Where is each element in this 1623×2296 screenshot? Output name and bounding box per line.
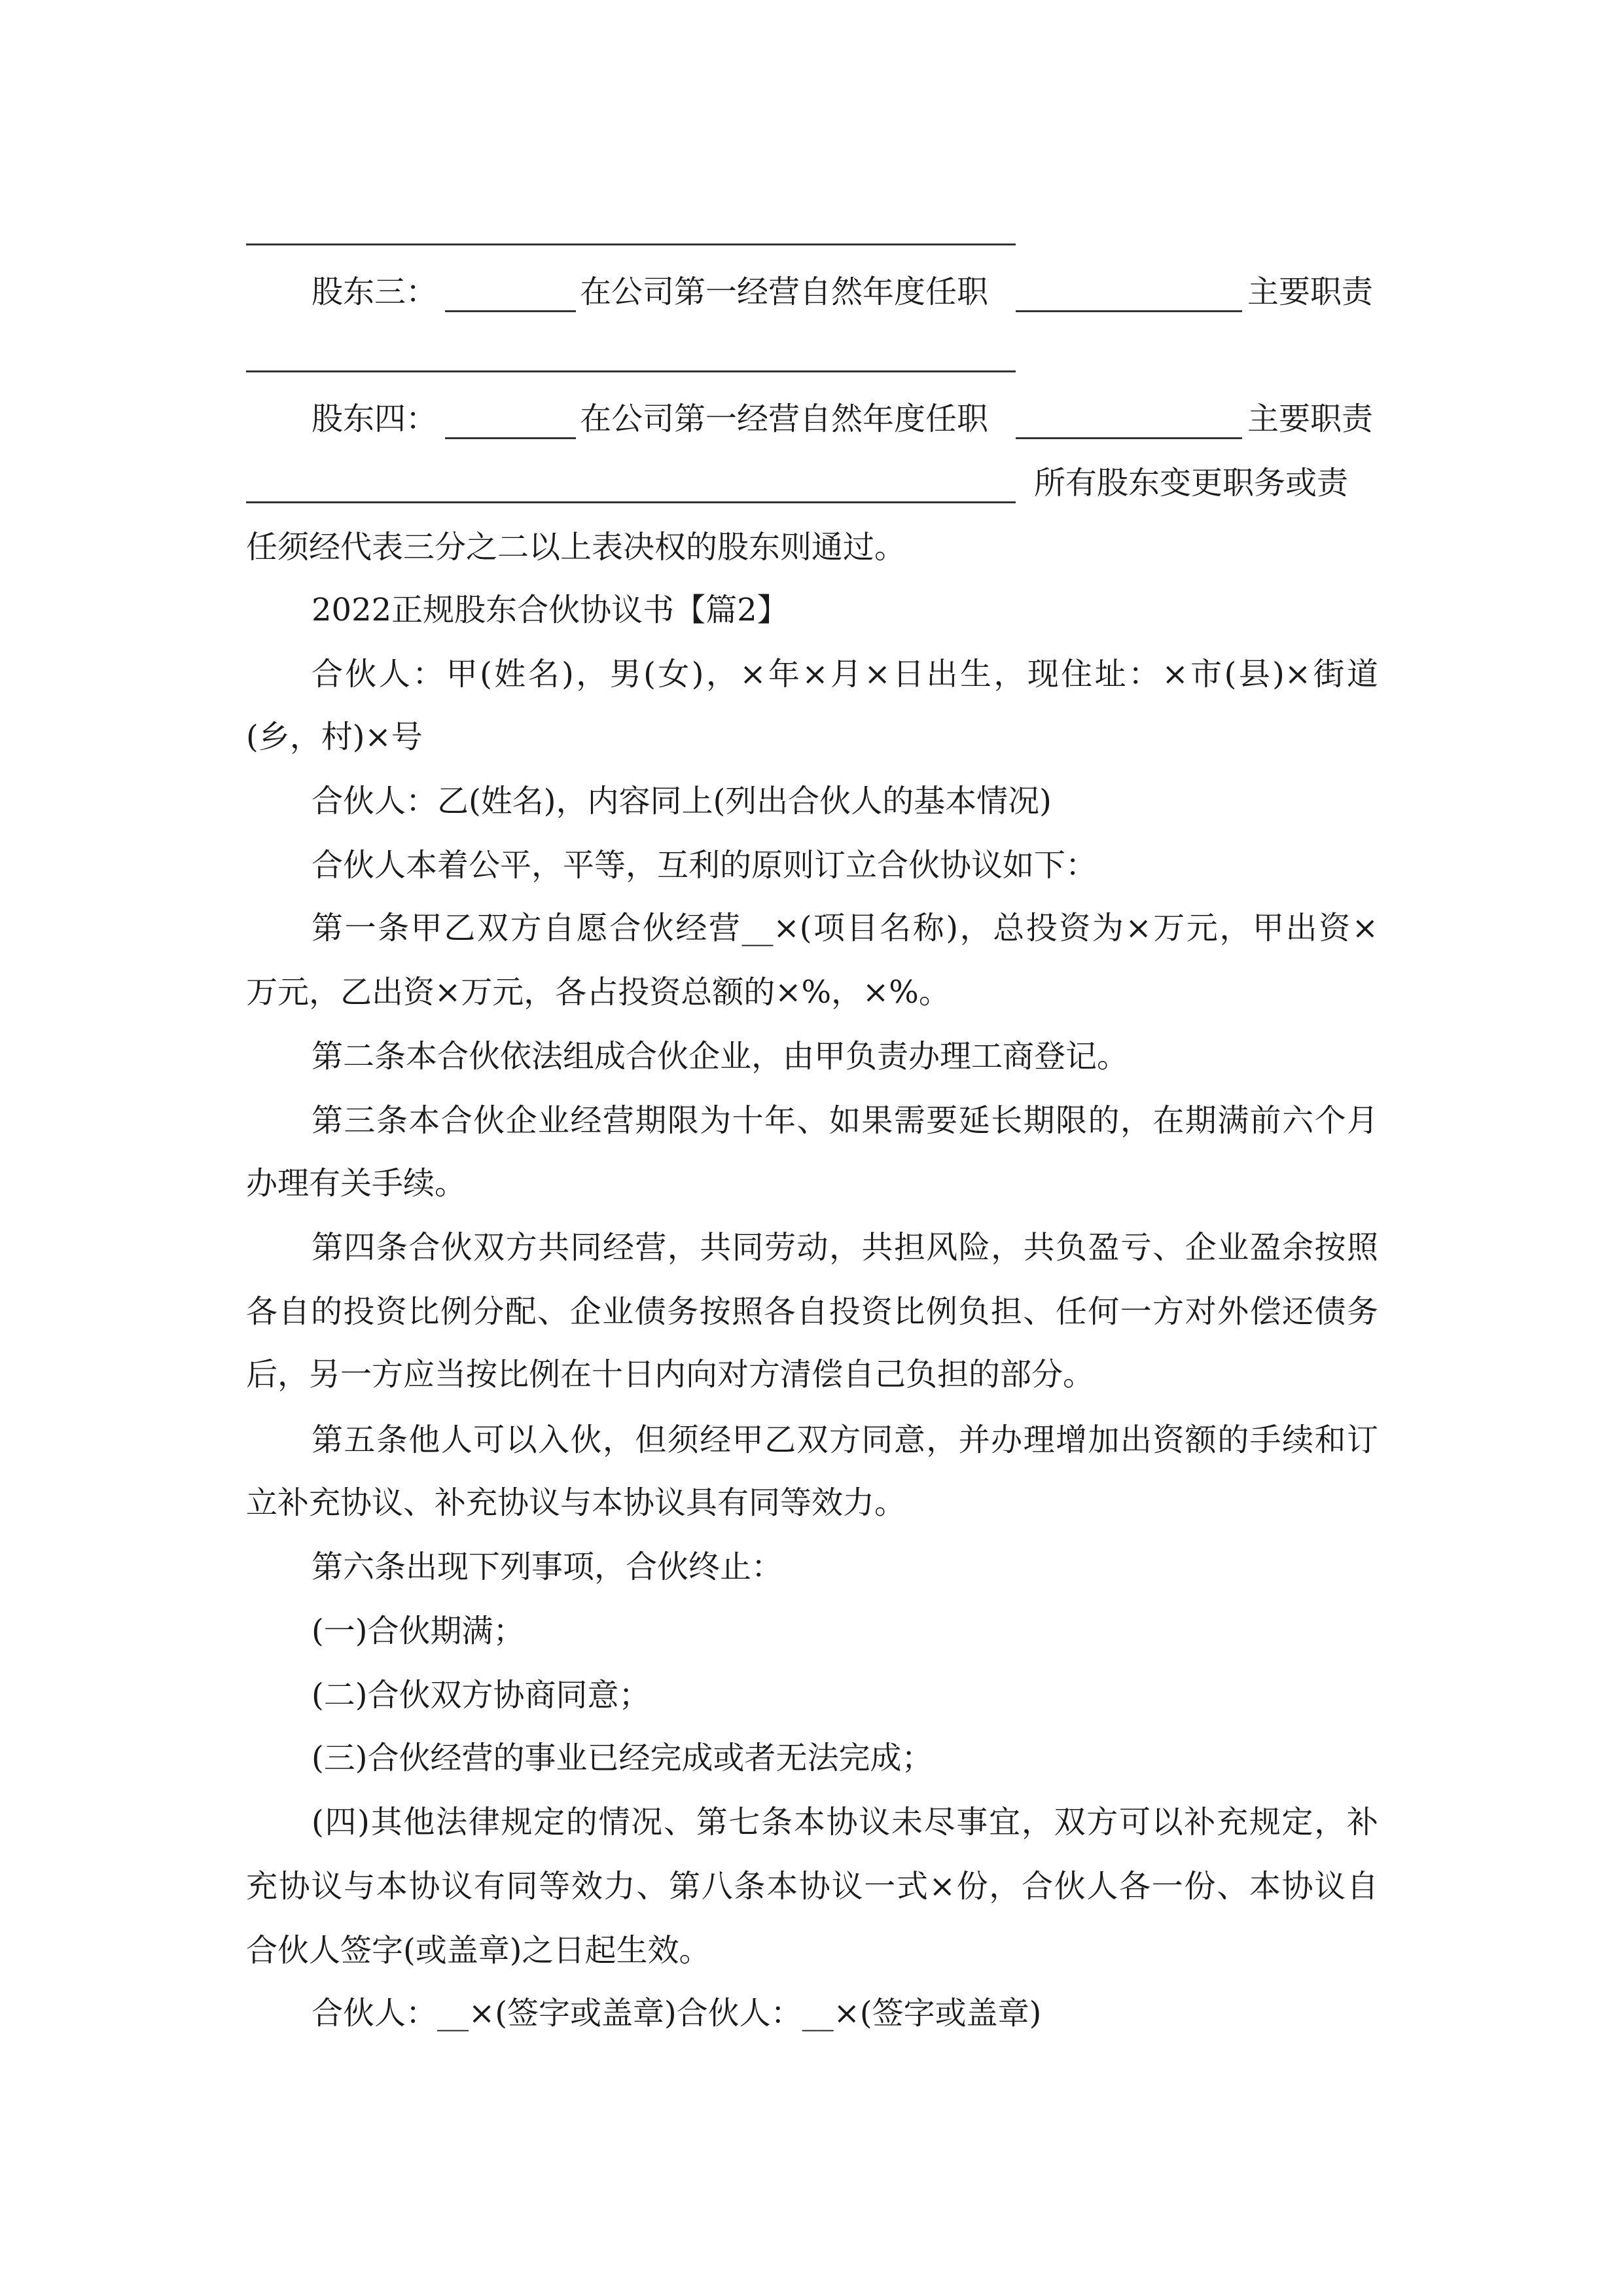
paragraph-line: 第四条合伙双方共同经营，共同劳动，共担风险，共负盈亏、企业盈余按照 <box>312 1229 1378 1266</box>
blank-rule <box>246 370 1016 372</box>
blank-rule <box>246 243 1016 245</box>
section-heading: 2022正规股东合伙协议书【篇2】 <box>312 592 789 628</box>
shareholder3-mid: 在公司第一经营自然年度任职 <box>580 274 989 310</box>
paragraph-line: 第二条本合伙依法组成合伙企业，由甲负责办理工商登记。 <box>312 1038 1129 1075</box>
shareholder4-position-blank <box>1016 401 1242 439</box>
paragraph-line: 第三条本合伙企业经营期限为十年、如果需要延长期限的，在期满前六个月 <box>312 1102 1378 1139</box>
paragraph-line: (乡，村)×号 <box>246 719 423 755</box>
list-item: (三)合伙经营的事业已经完成或者无法完成； <box>312 1740 933 1776</box>
paragraph-line: 合伙人签字(或盖章)之日起生效。 <box>246 1932 711 1969</box>
shareholder4-mid: 在公司第一经营自然年度任职 <box>580 401 989 437</box>
paragraph-line: 合伙人：甲(姓名)，男(女)，×年×月×日出生，现住址：×市(县)×街道 <box>312 656 1378 692</box>
shareholder4-line <box>312 387 1378 450</box>
change-rule-part2: 任须经代表三分之二以上表决权的股东则通过。 <box>246 529 906 565</box>
list-item: (四)其他法律规定的情况、第七条本协议未尽事宜，双方可以补充规定，补 <box>312 1804 1378 1840</box>
signature-line: 合伙人：__×(签字或盖章)合伙人：__×(签字或盖章) <box>312 1995 1042 2032</box>
paragraph-line: 办理有关手续。 <box>246 1165 467 1202</box>
paragraph-line: 各自的投资比例分配、企业债务按照各自投资比例负担、任何一方对外偿还债务 <box>246 1293 1378 1330</box>
shareholder3-name-blank <box>445 274 576 312</box>
paragraph-line: 合伙人本着公平，平等，互利的原则订立合伙协议如下： <box>312 847 1097 884</box>
paragraph-line: 后，另一方应当按比例在十日内向对方清偿自己负担的部分。 <box>246 1356 1095 1393</box>
shareholder3-position-blank <box>1016 274 1242 312</box>
paragraph-line: 第一条甲乙双方自愿合伙经营__×(项目名称)，总投资为×万元，甲出资× <box>312 910 1378 946</box>
shareholder4-end: 主要职责 <box>1247 401 1374 437</box>
paragraph-line: 第六条出现下列事项，合伙终止： <box>312 1549 783 1585</box>
shareholder3-label: 股东三： <box>312 274 438 310</box>
list-item: (一)合伙期满； <box>312 1613 525 1649</box>
duties-line <box>246 452 1378 514</box>
paragraph-line: 充协议与本协议有同等效力、第八条本协议一式×份，合伙人各一份、本协议自 <box>246 1868 1378 1905</box>
shareholder4-label: 股东四： <box>312 401 438 437</box>
duties-blank <box>246 465 1016 503</box>
shareholder3-line <box>312 260 1378 323</box>
paragraph-line: 合伙人：乙(姓名)，内容同上(列出合伙人的基本情况) <box>312 783 1052 819</box>
shareholder4-name-blank <box>445 401 576 439</box>
paragraph-line: 立补充协议、补充协议与本协议具有同等效力。 <box>246 1484 906 1521</box>
paragraph-line: 第五条他人可以入伙，但须经甲乙双方同意，并办理增加出资额的手续和订 <box>312 1422 1378 1458</box>
shareholder3-end: 主要职责 <box>1247 274 1374 310</box>
list-item: (二)合伙双方协商同意； <box>312 1677 651 1713</box>
paragraph-line: 万元，乙出资×万元，各占投资总额的×%，×%。 <box>246 974 950 1011</box>
change-rule-part1: 所有股东变更职务或责 <box>1034 465 1349 501</box>
